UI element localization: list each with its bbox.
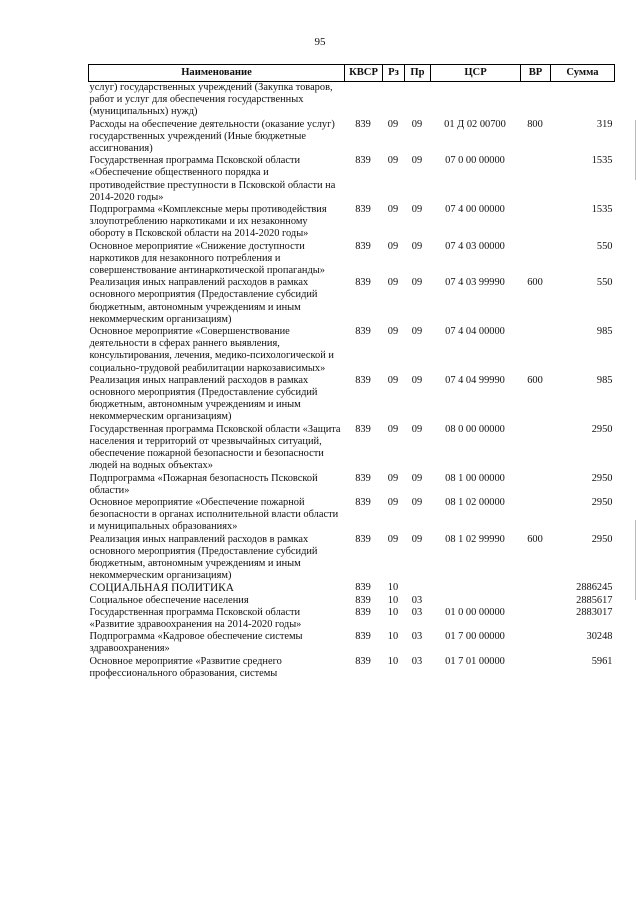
cell-name: Реализация иных направлений расходов в рамках основного мероприятия (Предоставление субсидий бюджетным, автономным учреждениям и иным некоммерческим организациям): [89, 374, 318, 423]
header-kvsr: КВСР: [345, 65, 383, 82]
budget-table: [88, 64, 615, 680]
table-row: [89, 607, 615, 631]
cell-name: Государственная программа Псковской области «Развитие здравоохранения на 2014-2020 годы»: [89, 606, 302, 630]
cell-csr: 01 0 00 00000: [445, 606, 505, 618]
cell-vr: [521, 241, 551, 278]
cell-kvsr: 839: [355, 423, 371, 435]
cell-csr: 01 7 00 00000: [445, 631, 505, 643]
cell-vr: [521, 656, 551, 680]
cell-rz: 09: [387, 496, 399, 508]
cell-name: Государственная программа Псковской области «Защита населения и территорий от чрезвычайных ситуаций, обеспечение пожарной безопасности и безопасности людей на водных объектах»: [89, 423, 341, 472]
cell-csr: 08 1 02 00000: [445, 496, 505, 508]
cell-kvsr: 839: [355, 631, 371, 643]
cell-name: Реализация иных направлений расходов в рамках основного мероприятия (Предоставление субсидий бюджетным, автономным учреждениям и иным некоммерческим организациям): [89, 277, 318, 325]
cell-name: Основное мероприятие «Совершенствование деятельности в сферах раннего выявления, консультирования, лечения, медико-психологической и социально-трудовой реабилитации наркозависимых»: [89, 326, 334, 374]
cell-sum: 2950: [591, 496, 613, 508]
table-row: [89, 656, 615, 680]
cell-name: Государственная программа Псковской области «Обеспечение общественного порядка и противодействие преступности в Псковской области на 2014-2020 годы»: [89, 155, 336, 203]
cell-kvsr: 839: [355, 277, 371, 289]
cell-kvsr: 839: [355, 374, 371, 386]
cell-vr: [521, 155, 551, 204]
cell-name: СОЦИАЛЬНАЯ ПОЛИТИКА: [89, 582, 235, 595]
table-row: [89, 241, 615, 278]
cell-csr: 01 7 01 00000: [445, 655, 505, 667]
cell-csr: 07 4 03 99990: [445, 277, 505, 289]
header-rz: Рз: [383, 65, 405, 82]
cell-pr: [405, 82, 431, 119]
cell-rz: 09: [387, 240, 399, 252]
cell-pr: 09: [411, 240, 423, 252]
cell-pr: 09: [411, 496, 423, 508]
cell-sum: 550: [596, 240, 613, 252]
cell-csr: [431, 582, 521, 594]
cell-name: Основное мероприятие «Снижение доступности наркотиков для незаконного потребления и совершенствование антинаркотической пропаганды»: [89, 240, 325, 277]
cell-kvsr: 839: [355, 655, 371, 667]
header-csr: ЦСР: [431, 65, 521, 82]
cell-csr: 08 1 00 00000: [445, 472, 505, 484]
section-row: [89, 582, 615, 594]
cell-vr: [521, 204, 551, 241]
header-pr: Пр: [405, 65, 431, 82]
page-number: 95: [314, 36, 326, 48]
cell-name: Подпрограмма «Пожарная безопасность Псковской области»: [89, 472, 318, 496]
cell-csr: [431, 595, 521, 607]
table-row: [89, 473, 615, 497]
cell-kvsr: 839: [355, 472, 371, 484]
cell-pr: 09: [411, 374, 423, 386]
cell-csr: [431, 82, 521, 119]
table-row: [89, 534, 615, 583]
cell-csr: 07 4 04 00000: [445, 326, 505, 338]
cell-name: Подпрограмма «Кадровое обеспечение системы здравоохранения»: [89, 631, 303, 655]
cell-rz: 10: [387, 606, 399, 618]
table-body: [89, 82, 615, 680]
cell-rz: 09: [387, 472, 399, 484]
cell-name: Подпрограмма «Комплексные меры противодействия злоупотреблению наркотиками и их незаконному обороту в Псковской области на 2014-2020 годы»: [89, 204, 327, 240]
table-row: [89, 497, 615, 534]
cell-sum: 5961: [591, 655, 613, 667]
cell-sum: 2950: [591, 423, 613, 435]
cell-pr: 09: [411, 423, 423, 435]
cell-sum: 985: [596, 374, 613, 386]
cell-pr: 09: [411, 533, 423, 545]
cell-csr: 07 4 03 00000: [445, 240, 505, 252]
cell-sum: 985: [596, 326, 613, 338]
cell-rz: 10: [387, 582, 399, 594]
table-row: [89, 82, 615, 119]
cell-sum: 2885617: [576, 594, 613, 606]
cell-vr: [521, 326, 551, 375]
cell-sum: 319: [596, 118, 613, 130]
scan-edge-mark: [635, 520, 636, 600]
cell-pr: 09: [411, 155, 423, 167]
cell-pr: 03: [411, 606, 423, 618]
cell-sum: 2883017: [576, 606, 613, 618]
cell-name: услуг) государственных учреждений (Закупка товаров, работ и услуг для обеспечения государственных (муниципальных) нужд): [89, 82, 333, 118]
scan-edge-mark: [635, 120, 636, 180]
cell-vr: [521, 607, 551, 631]
cell-pr: 03: [411, 594, 423, 606]
cell-kvsr: 839: [355, 118, 371, 130]
cell-name: Социальное обеспечение населения: [89, 594, 249, 606]
cell-sum: 2950: [591, 472, 613, 484]
cell-csr: 08 1 02 99990: [445, 533, 505, 545]
cell-rz: 09: [387, 118, 399, 130]
cell-vr: [521, 424, 551, 473]
cell-sum: [551, 82, 615, 119]
cell-name: Основное мероприятие «Развитие среднего профессионального образования, системы: [89, 655, 282, 679]
cell-kvsr: 839: [355, 582, 371, 594]
table-header: [89, 65, 615, 82]
cell-sum: 1535: [591, 155, 613, 167]
cell-vr: 600: [527, 277, 543, 289]
table-row: [89, 119, 615, 156]
table-row: [89, 326, 615, 375]
cell-vr: [521, 582, 551, 594]
cell-sum: 2950: [591, 533, 613, 545]
cell-csr: 07 0 00 00000: [445, 155, 505, 167]
table-row: [89, 375, 615, 424]
cell-rz: 09: [387, 204, 399, 216]
cell-pr: 03: [411, 655, 423, 667]
cell-csr: 07 4 00 00000: [445, 204, 505, 216]
cell-kvsr: 839: [355, 326, 371, 338]
table-row: [89, 204, 615, 241]
cell-kvsr: 839: [355, 204, 371, 216]
cell-vr: [521, 631, 551, 655]
cell-kvsr: 839: [355, 155, 371, 167]
cell-kvsr: [345, 82, 383, 119]
cell-vr: 800: [527, 118, 543, 130]
cell-name: Основное мероприятие «Обеспечение пожарной безопасности в органах исполнительной власти области и муниципальных образованиях»: [89, 496, 339, 533]
cell-name: Расходы на обеспечение деятельности (оказание услуг) государственных учреждений (Иные бюджетные ассигнования): [89, 118, 335, 155]
table-row: [89, 277, 615, 326]
cell-vr: [521, 595, 551, 607]
cell-rz: 10: [387, 631, 399, 643]
cell-sum: 30248: [586, 631, 613, 643]
cell-rz: 09: [387, 155, 399, 167]
cell-csr: 07 4 04 99990: [445, 374, 505, 386]
cell-csr: 08 0 00 00000: [445, 423, 505, 435]
cell-pr: 09: [411, 277, 423, 289]
cell-vr: 600: [527, 533, 543, 545]
cell-rz: 09: [387, 374, 399, 386]
cell-rz: 09: [387, 533, 399, 545]
cell-rz: 09: [387, 326, 399, 338]
cell-pr: 03: [411, 631, 423, 643]
cell-rz: 10: [387, 655, 399, 667]
cell-kvsr: 839: [355, 240, 371, 252]
cell-rz: 09: [387, 423, 399, 435]
cell-pr: 09: [411, 472, 423, 484]
cell-rz: 09: [387, 277, 399, 289]
table-row: [89, 631, 615, 655]
cell-rz: 10: [387, 594, 399, 606]
table-row: [89, 155, 615, 204]
header-vr: ВР: [521, 65, 551, 82]
table-row: [89, 595, 615, 607]
cell-vr: [521, 82, 551, 119]
cell-rz: [383, 82, 405, 119]
cell-pr: 09: [411, 326, 423, 338]
cell-pr: 09: [411, 204, 423, 216]
cell-sum: 2886245: [576, 582, 613, 594]
header-sum: Сумма: [551, 65, 615, 82]
cell-pr: 09: [411, 118, 423, 130]
cell-kvsr: 839: [355, 594, 371, 606]
cell-pr: [405, 582, 431, 594]
table-row: [89, 424, 615, 473]
cell-vr: 600: [527, 374, 543, 386]
cell-kvsr: 839: [355, 533, 371, 545]
cell-kvsr: 839: [355, 496, 371, 508]
cell-name: Реализация иных направлений расходов в рамках основного мероприятия (Предоставление субсидий бюджетным, автономным учреждениям и иным некоммерческим организациям): [89, 533, 318, 582]
header-name: Наименование: [89, 65, 345, 82]
cell-sum: 1535: [591, 204, 613, 216]
cell-sum: 550: [596, 277, 613, 289]
cell-vr: [521, 473, 551, 497]
cell-csr: 01 Д 02 00700: [444, 118, 506, 130]
cell-kvsr: 839: [355, 606, 371, 618]
cell-vr: [521, 497, 551, 534]
